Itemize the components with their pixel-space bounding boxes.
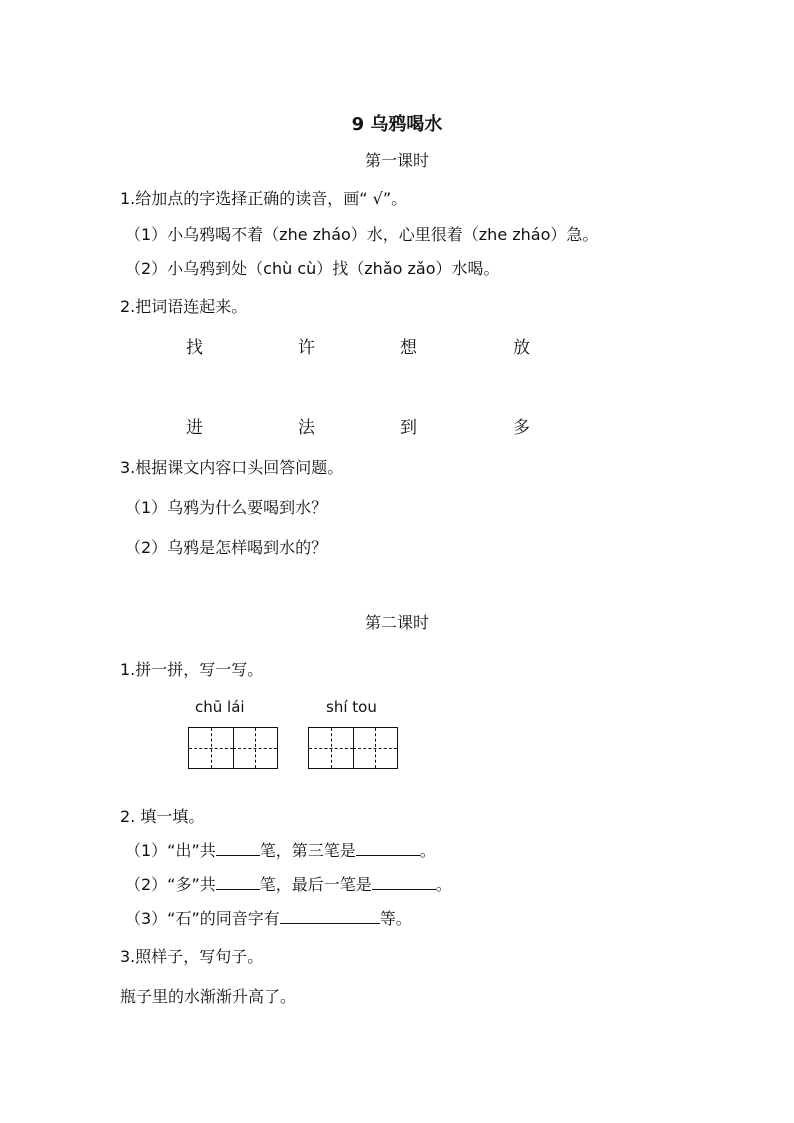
- match-word-bottom-3: 到: [400, 418, 417, 438]
- q2-prompt: 2.把词语连起来。: [120, 297, 248, 316]
- l2-q1-prompt: 1.拼一拼，写一写。: [120, 660, 264, 679]
- l2-q2-prompt: 2. 填一填。: [120, 807, 205, 826]
- q3-item-1: （1）乌鸦为什么要喝到水？: [125, 498, 328, 517]
- lesson-1-heading: 第一课时: [364, 151, 429, 170]
- fill-text: 。: [419, 841, 436, 860]
- match-word-bottom-4: 多: [513, 418, 530, 438]
- l2-q3-prompt: 3.照样子，写句子。: [120, 947, 264, 966]
- match-word-bottom-1: 进: [186, 418, 203, 438]
- fill-text: （3）“石”的同音字有: [125, 909, 280, 928]
- fill-item-2: [125, 872, 452, 895]
- fill-text: （1）“出”共: [125, 841, 216, 860]
- writing-cell[interactable]: [233, 728, 277, 768]
- page-title: 9 乌鸦喝水: [351, 114, 443, 135]
- fill-text: 笔，第三笔是: [259, 841, 356, 860]
- q3-item-2: （2）乌鸦是怎样喝到水的？: [125, 538, 328, 557]
- fill-text: 等。: [379, 909, 412, 928]
- q3-prompt: 3.根据课文内容口头回答问题。: [120, 458, 344, 477]
- match-word-top-2: 许: [298, 338, 315, 358]
- example-sentence: 瓶子里的水渐渐升高了。: [120, 987, 297, 1006]
- fill-blank[interactable]: [356, 841, 420, 856]
- lesson-2-heading: 第二课时: [364, 613, 429, 632]
- match-word-top-4: 放: [513, 338, 530, 358]
- pinyin-shi-tou: shí tou: [326, 698, 377, 716]
- q1-item-1: （1）小乌鸦喝不着（zhe zháo）水，心里很着（zhe zháo）急。: [125, 225, 599, 244]
- writing-cell[interactable]: [309, 728, 353, 768]
- fill-text: 。: [435, 875, 452, 894]
- fill-blank[interactable]: [280, 909, 380, 924]
- match-word-top-3: 想: [400, 338, 417, 358]
- fill-blank[interactable]: [372, 875, 436, 890]
- writing-grid-2[interactable]: [308, 727, 398, 769]
- pinyin-chu-lai: chū lái: [195, 698, 245, 716]
- q1-item-2: （2）小乌鸦到处（chù cù）找（zhǎo zǎo）水喝。: [125, 259, 500, 278]
- match-word-top-1: 找: [186, 338, 203, 358]
- match-word-bottom-2: 法: [298, 418, 315, 438]
- fill-text: 笔，最后一笔是: [259, 875, 372, 894]
- fill-item-3: [125, 906, 412, 929]
- writing-cell[interactable]: [189, 728, 233, 768]
- writing-grid-1[interactable]: [188, 727, 278, 769]
- fill-blank[interactable]: [216, 875, 260, 890]
- q1-prompt: 1.给加点的字选择正确的读音，画“ √”。: [120, 189, 408, 208]
- writing-cell[interactable]: [353, 728, 397, 768]
- fill-text: （2）“多”共: [125, 875, 216, 894]
- fill-item-1: [125, 838, 436, 861]
- fill-blank[interactable]: [216, 841, 260, 856]
